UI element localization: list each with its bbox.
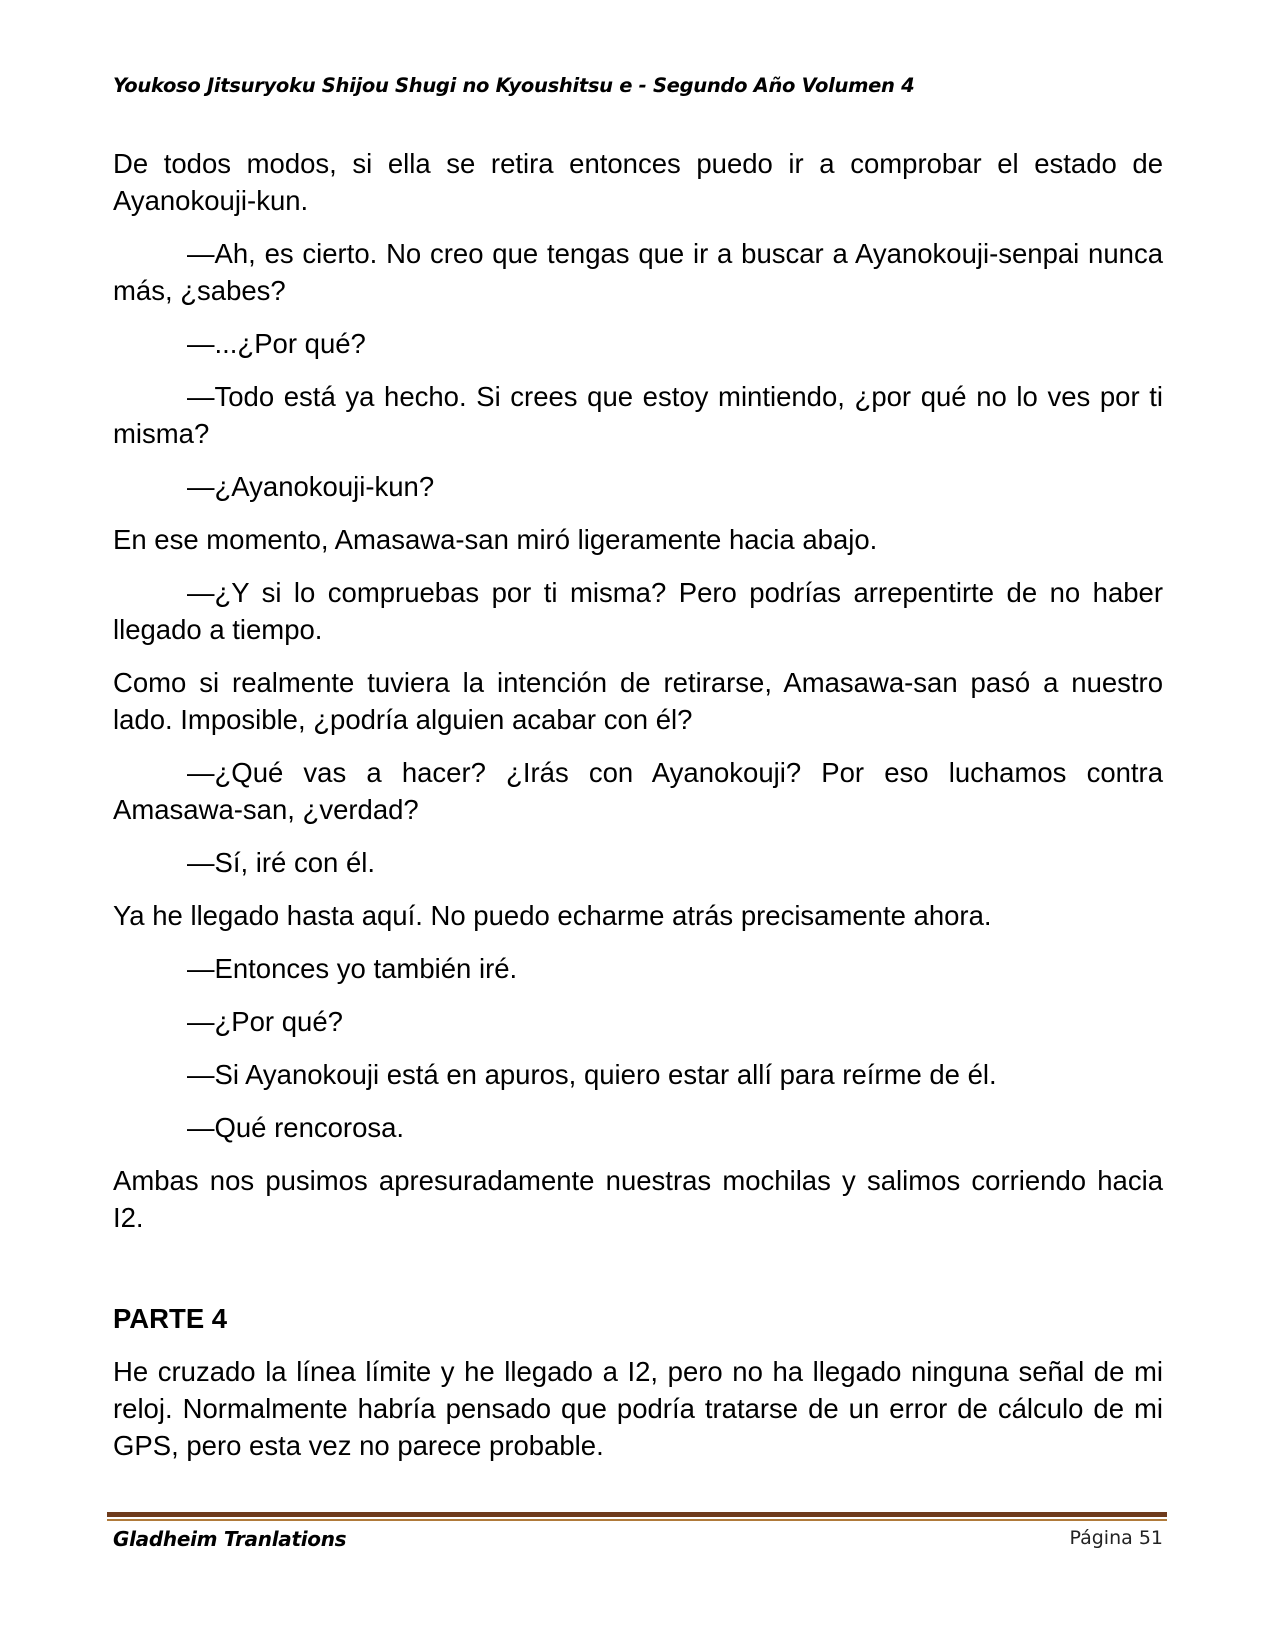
paragraph: Ya he llegado hasta aquí. No puedo echarme atrás precisamente ahora.: [113, 900, 992, 931]
paragraph: En ese momento, Amasawa-san miró ligeramente hacia abajo.: [113, 524, 878, 555]
footer-rule: [107, 1512, 1167, 1517]
dialogue-line: —¿Y si lo compruebas por ti misma? Pero podrías arrepentirte de no haber llegado a tiempo.: [113, 577, 1163, 645]
paragraph: De todos modos, si ella se retira entonces puedo ir a comprobar el estado de Ayanokouji-kun.: [113, 148, 1163, 216]
dialogue-line: —¿Por qué?: [187, 1006, 343, 1037]
dialogue-line: —Todo está ya hecho. Si crees que estoy mintiendo, ¿por qué no lo ves por ti misma?: [113, 381, 1163, 449]
dialogue-line: —Si Ayanokouji está en apuros, quiero estar allí para reírme de él.: [187, 1059, 997, 1090]
page-number: 51: [1138, 1527, 1163, 1549]
page-label: Página: [1069, 1527, 1133, 1549]
dialogue-line: —Entonces yo también iré.: [187, 953, 518, 984]
footer-rule-thin: [107, 1519, 1167, 1521]
footer-credit: Gladheim Tranlations: [113, 1527, 347, 1551]
running-header: Youkoso Jitsuryoku Shijou Shugi no Kyoushitsu e - Segundo Año Volumen 4: [113, 74, 915, 97]
dialogue-line: —...¿Por qué?: [187, 328, 366, 359]
page-body: [113, 145, 1163, 1480]
paragraph: Como si realmente tuviera la intención de retirarse, Amasawa-san pasó a nuestro lado. Imposible, ¿podría alguien acabar con él?: [113, 667, 1163, 735]
section-heading: PARTE 4: [113, 1303, 228, 1334]
dialogue-line: —Sí, iré con él.: [187, 847, 375, 878]
page-number-label: [1069, 1527, 1163, 1549]
dialogue-line: —Qué rencorosa.: [187, 1112, 405, 1143]
dialogue-line: —Ah, es cierto. No creo que tengas que ir a buscar a Ayanokouji-senpai nunca más, ¿sabes?: [113, 238, 1163, 306]
paragraph: Ambas nos pusimos apresuradamente nuestras mochilas y salimos corriendo hacia I2.: [113, 1165, 1163, 1233]
dialogue-line: —¿Ayanokouji-kun?: [187, 471, 435, 502]
dialogue-line: —¿Qué vas a hacer? ¿Irás con Ayanokouji? Por eso luchamos contra Amasawa-san, ¿verdad?: [113, 757, 1163, 825]
paragraph: He cruzado la línea límite y he llegado a I2, pero no ha llegado ninguna señal de mi reloj. Normalmente habría pensado que podría tratarse de un error de cálculo de mi GPS, pero esta vez no parece probable.: [113, 1356, 1163, 1461]
